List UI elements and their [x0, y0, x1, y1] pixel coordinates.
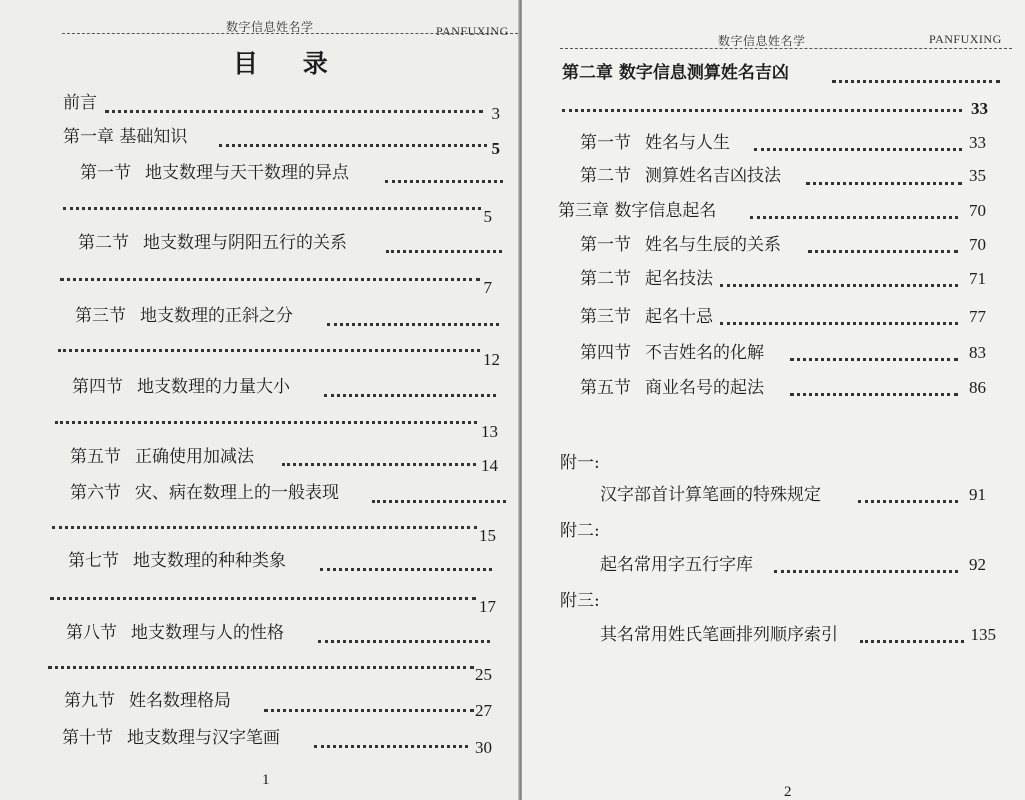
section-number: 第六节	[70, 483, 121, 503]
section-title: 地支数理与天干数理的异点	[145, 163, 349, 183]
section-number: 第二节	[78, 233, 129, 253]
section-number: 第五节	[580, 378, 631, 398]
leader-dots	[282, 463, 476, 466]
toc-entry-chapter-2[interactable]	[562, 62, 789, 84]
leader-dots	[385, 180, 503, 183]
toc-entry-ch3-section-2[interactable]	[580, 268, 713, 290]
appendix-label: 附三:	[560, 591, 600, 611]
entry-page: 135	[970, 625, 996, 644]
entry-page: 5	[483, 207, 492, 226]
toc-entry-ch3-section-4[interactable]	[580, 342, 764, 364]
entry-page: 17	[479, 597, 496, 616]
entry-label: 第一章 基础知识	[63, 127, 188, 147]
toc-entry-section-5[interactable]	[70, 446, 254, 468]
section-title: 不吉姓名的化解	[645, 343, 764, 363]
leader-dots	[720, 284, 958, 287]
leader-dots	[52, 526, 477, 529]
entry-page: 14	[481, 456, 498, 475]
leader-dots	[55, 421, 477, 424]
appendix-title: 起名常用字五行字库	[600, 555, 753, 575]
section-number: 第一节	[580, 133, 631, 153]
section-number: 第二节	[580, 166, 631, 186]
section-number: 第三节	[580, 307, 631, 327]
entry-page: 77	[969, 307, 986, 326]
section-title: 商业名号的起法	[645, 378, 764, 398]
leader-dots	[754, 148, 962, 151]
section-number: 第一节	[80, 163, 131, 183]
section-number: 第三节	[75, 306, 126, 326]
leader-dots	[105, 110, 483, 113]
section-title: 地支数理的力量大小	[137, 377, 290, 397]
page-number: 2	[784, 784, 792, 800]
toc-appendix-1-label	[560, 452, 600, 474]
entry-page: 5	[491, 139, 500, 158]
section-number: 第七节	[68, 551, 119, 571]
header-book-title: 数字信息姓名学	[718, 34, 806, 48]
section-title: 姓名数理格局	[129, 691, 231, 711]
toc-entry-section-2[interactable]	[78, 232, 347, 254]
leader-dots	[48, 666, 474, 669]
leader-dots	[774, 570, 958, 573]
section-title: 地支数理与汉字笔画	[127, 728, 280, 748]
leader-dots	[264, 709, 474, 712]
section-title: 测算姓名吉凶技法	[645, 166, 781, 186]
leader-dots	[750, 216, 958, 219]
section-title: 灾、病在数理上的一般表现	[135, 483, 339, 503]
leader-dots	[790, 358, 958, 361]
entry-page: 92	[969, 555, 986, 574]
toc-entry-section-3[interactable]	[75, 305, 293, 327]
section-number: 第五节	[70, 447, 121, 467]
section-title: 姓名与生辰的关系	[645, 235, 781, 255]
entry-page: 12	[483, 350, 500, 369]
leader-dots	[219, 144, 487, 147]
toc-entry-section-9[interactable]	[64, 690, 231, 712]
toc-appendix-2-label	[560, 520, 600, 542]
toc-entry-section-10[interactable]	[62, 727, 280, 749]
leader-dots	[318, 640, 490, 643]
section-number: 第四节	[72, 377, 123, 397]
section-title: 地支数理的种种类象	[133, 551, 286, 571]
section-number: 第九节	[64, 691, 115, 711]
toc-entry-chapter-3[interactable]	[558, 200, 716, 222]
entry-page: 70	[969, 235, 986, 254]
entry-page: 15	[479, 526, 496, 545]
entry-page: 3	[491, 104, 500, 123]
entry-page: 25	[475, 665, 492, 684]
toc-appendix-3-label	[560, 590, 600, 612]
leader-dots	[720, 322, 958, 325]
toc-appendix-1[interactable]	[600, 484, 821, 506]
entry-page: 30	[475, 738, 492, 757]
appendix-label: 附二:	[560, 521, 600, 541]
toc-entry-ch3-section-5[interactable]	[580, 377, 764, 399]
toc-appendix-3[interactable]	[600, 624, 838, 646]
section-title: 地支数理与人的性格	[131, 623, 284, 643]
leader-dots	[858, 500, 958, 503]
toc-entry-ch2-section-2[interactable]	[580, 165, 781, 187]
section-title: 姓名与人生	[645, 133, 730, 153]
entry-page: 27	[475, 701, 492, 720]
entry-page: 83	[969, 343, 986, 362]
leader-dots	[324, 394, 496, 397]
section-title: 地支数理的正斜之分	[140, 306, 293, 326]
entry-page: 13	[481, 422, 498, 441]
header-author: PANFUXING	[929, 32, 1002, 46]
entry-page: 33	[971, 99, 988, 118]
toc-entry-section-4[interactable]	[72, 376, 290, 398]
leader-dots	[372, 500, 506, 503]
page-number: 1	[262, 772, 270, 788]
entry-label: 第三章 数字信息起名	[558, 201, 717, 221]
entry-page: 35	[969, 166, 986, 185]
leader-dots	[386, 250, 502, 253]
toc-entry-section-1[interactable]	[80, 162, 349, 184]
entry-page: 33	[969, 133, 986, 152]
appendix-title: 汉字部首计算笔画的特殊规定	[600, 485, 821, 505]
leader-dots	[790, 393, 958, 396]
toc-entry-section-6[interactable]	[70, 482, 339, 504]
entry-page: 70	[969, 201, 986, 220]
section-number: 第四节	[580, 343, 631, 363]
entry-label: 前言	[63, 93, 97, 113]
leader-dots	[320, 568, 492, 571]
leader-dots	[50, 597, 476, 600]
appendix-title: 其名常用姓氏笔画排列顺序索引	[600, 625, 838, 645]
header-book-title: 数字信息姓名学	[226, 20, 314, 34]
leader-dots	[860, 640, 964, 643]
toc-entry-ch2-section-1[interactable]	[580, 132, 730, 154]
entry-page: 86	[969, 378, 986, 397]
toc-entry-section-8[interactable]	[66, 622, 284, 644]
entry-page: 71	[969, 269, 986, 288]
leader-dots	[60, 278, 480, 281]
section-title: 正确使用加减法	[135, 447, 254, 467]
entry-label: 第二章 数字信息测算姓名吉凶	[562, 63, 789, 83]
toc-appendix-2[interactable]	[600, 554, 753, 576]
leader-dots	[832, 80, 1000, 83]
toc-entry-ch3-section-1[interactable]	[580, 234, 781, 256]
leader-dots	[808, 250, 958, 253]
leader-dots	[327, 323, 499, 326]
toc-entry-chapter-1[interactable]	[63, 126, 187, 148]
section-title: 起名技法	[645, 269, 713, 289]
entry-page: 7	[483, 278, 492, 297]
section-title: 地支数理与阴阳五行的关系	[143, 233, 347, 253]
section-number: 第一节	[580, 235, 631, 255]
toc-entry-preface[interactable]	[63, 92, 97, 114]
leader-dots	[562, 109, 962, 112]
right-page	[522, 0, 1025, 800]
section-number: 第十节	[62, 728, 113, 748]
toc-entry-section-7[interactable]	[68, 550, 286, 572]
toc-entry-ch3-section-3[interactable]	[580, 306, 713, 328]
leader-dots	[58, 349, 480, 352]
leader-dots	[806, 182, 962, 185]
toc-heading: 目 录	[233, 49, 346, 78]
section-number: 第八节	[66, 623, 117, 643]
leader-dots	[63, 207, 481, 210]
entry-page: 91	[969, 485, 986, 504]
appendix-label: 附一:	[560, 453, 600, 473]
section-title: 起名十忌	[645, 307, 713, 327]
header-author: PANFUXING	[436, 24, 509, 38]
leader-dots	[314, 745, 468, 748]
section-number: 第二节	[580, 269, 631, 289]
